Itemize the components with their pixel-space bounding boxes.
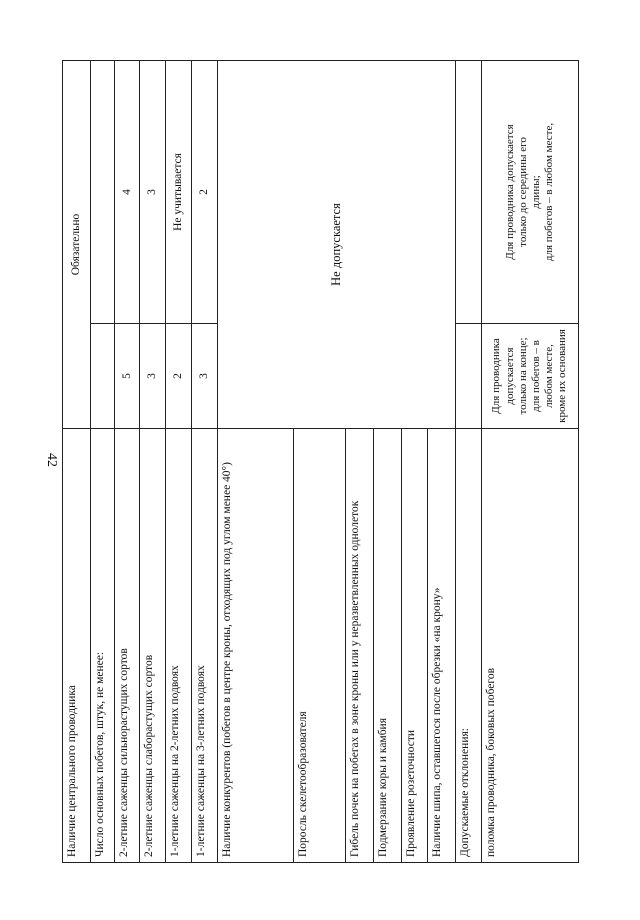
row-label: Наличие конкурентов (побегов в центре кроны, отходящих под углом менее 40°)	[218, 429, 294, 863]
value-cell: 3	[192, 324, 218, 429]
row-label: поломка проводника, боковых побегов	[482, 429, 579, 863]
row-label: 2-летние саженцы сильнорастущих сортов	[115, 429, 140, 863]
value-cell: 2	[166, 324, 192, 429]
empty-cell	[456, 324, 482, 429]
empty-cell	[91, 61, 115, 324]
empty-cell	[91, 324, 115, 429]
table-row	[63, 61, 91, 863]
tolerance-line: только до середины его	[516, 137, 529, 247]
table-row	[218, 61, 294, 863]
table-row	[192, 61, 218, 863]
row-label: Проявление розеточности	[402, 429, 428, 863]
value-cell: 3	[140, 61, 166, 324]
value-cell: Не учитывается	[166, 61, 192, 324]
table-row	[115, 61, 140, 863]
row-label: Допускаемые отклонения:	[456, 429, 482, 863]
value-cell: 5	[115, 324, 140, 429]
row-label: Число основных побегов, штук, не менее:	[91, 429, 115, 863]
row-label: Гибель почек на побегах в зоне кроны или у неразветвленных однолеток	[346, 429, 374, 863]
row-label: Поросль скелетообразователя	[294, 429, 346, 863]
row-label: 1-летние саженцы на 2-летних подвоях	[166, 429, 192, 863]
tolerance-line: длины;	[530, 175, 542, 209]
seedling-quality-table	[62, 60, 579, 863]
table-row	[456, 61, 482, 863]
tolerance-line: Для проводника допускается	[490, 338, 516, 414]
tolerance-line: Для проводника допускается	[503, 124, 516, 260]
tolerance-cell-1	[482, 324, 579, 429]
table-row	[166, 61, 192, 863]
obligatory-cell: Обязательно	[63, 61, 91, 429]
not-allowed-cell: Не допускается	[218, 61, 456, 429]
tolerance-cell-2	[482, 61, 579, 324]
page-number: 42	[44, 453, 59, 467]
tolerance-line: только на конце;	[516, 337, 529, 415]
value-cell: 2	[192, 61, 218, 324]
table-row	[140, 61, 166, 863]
row-label: Подмерзание коры и камбия	[374, 429, 402, 863]
table-row	[482, 61, 579, 863]
tolerance-line: кроме их основания	[556, 329, 569, 423]
tolerance-line: для побегов – в любом месте,	[530, 340, 556, 412]
table-row	[91, 61, 115, 863]
row-label: 2-летние саженцы слаборастущих сортов	[140, 429, 166, 863]
rotated-table-container	[62, 61, 578, 863]
value-cell: 3	[140, 324, 166, 429]
row-label: 1-летние саженцы на 3-летних подвоях	[192, 429, 218, 863]
value-cell: 4	[115, 61, 140, 324]
empty-cell	[456, 61, 482, 324]
row-label: Наличие центрального проводника	[63, 429, 91, 863]
tolerance-line: для побегов – в любом месте,	[543, 122, 556, 262]
row-label: Наличие шипа, оставшегося после обрезки «на крону»	[428, 429, 456, 863]
